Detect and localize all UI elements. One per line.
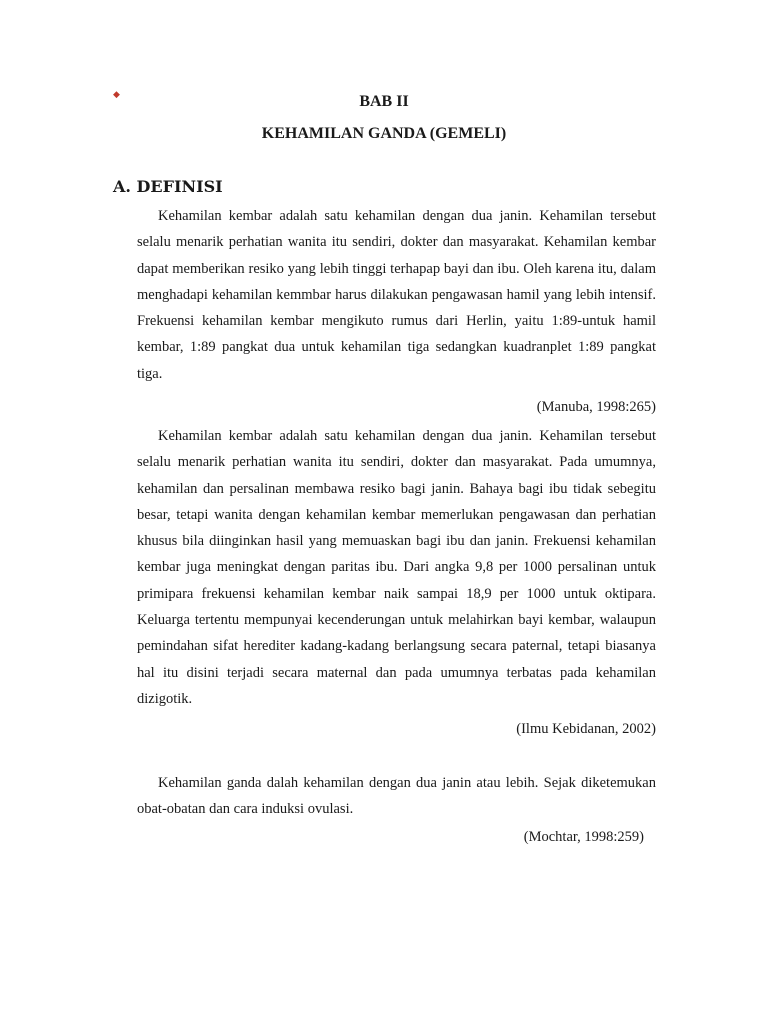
chapter-label: BAB II xyxy=(359,93,409,110)
paragraph-3: Kehamilan ganda dalah kehamilan dengan dua janin atau lebih. Sejak diketemukan obat-obatan dan cara induksi ovulasi. xyxy=(137,775,656,818)
citation-2: (Ilmu Kebidanan, 2002) xyxy=(516,721,656,737)
citation-3: (Mochtar, 1998:259) xyxy=(523,829,644,845)
citation-1: (Manuba, 1998:265) xyxy=(536,399,656,415)
paragraph-1: Kehamilan kembar adalah satu kehamilan dengan dua janin. Kehamilan tersebut selalu menarik perhatian wanita itu sendiri, dokter dan masyarakat. Kehamilan kembar dapat memberikan resiko yang lebih tinggi terhapap bayi dan ibu. Oleh karena itu, dalam menghadapi kehamilan kemmbar harus dilakukan pengawasan hamil yang lebih intensif. Frekuensi kehamilan kembar mengikuto rumus dari Herlin, yaitu 1:89-untuk hamil kembar, 1:89 pangkat dua untuk kehamilan tiga sedangkan kuadranplet 1:89 pangkat tiga. xyxy=(137,208,656,382)
paragraph-2: Kehamilan kembar adalah satu kehamilan dengan dua janin. Kehamilan tersebut selalu menarik perhatian wanita itu sendiri, dokter dan masyarakat. Pada umumnya, kehamilan dan persalinan membawa resiko bagi janin. Bahaya bagi ibu tidak sebegitu besar, tetapi wanita dengan kehamilan kembar memerlukan pengawasan dan perhatian khusus bila diinginkan hasil yang memuaskan bagi ibu dan janin. Frekuensi kehamilan kembar juga meningkat dengan paritas ibu. Dari angka 9,8 per 1000 persalinan untuk primipara frekuensi kehamilan kembar naik sampai 18,9 per 1000 untuk oktipara. Keluarga tertentu mempunyai kecenderungan untuk melahirkan bayi kembar, walaupun pemindahan sifat herediter kadang-kadang berlangsung secara paternal, tetapi biasanya hal itu disini terjadi secara maternal dan pada umumnya terbatas pada kehamilan dizigotik. xyxy=(137,428,656,707)
chapter-title: KEHAMILAN GANDA (GEMELI) xyxy=(261,125,507,142)
bullet-mark-icon: ◆ xyxy=(113,89,120,99)
section-heading: A. DEFINISI xyxy=(113,177,223,196)
